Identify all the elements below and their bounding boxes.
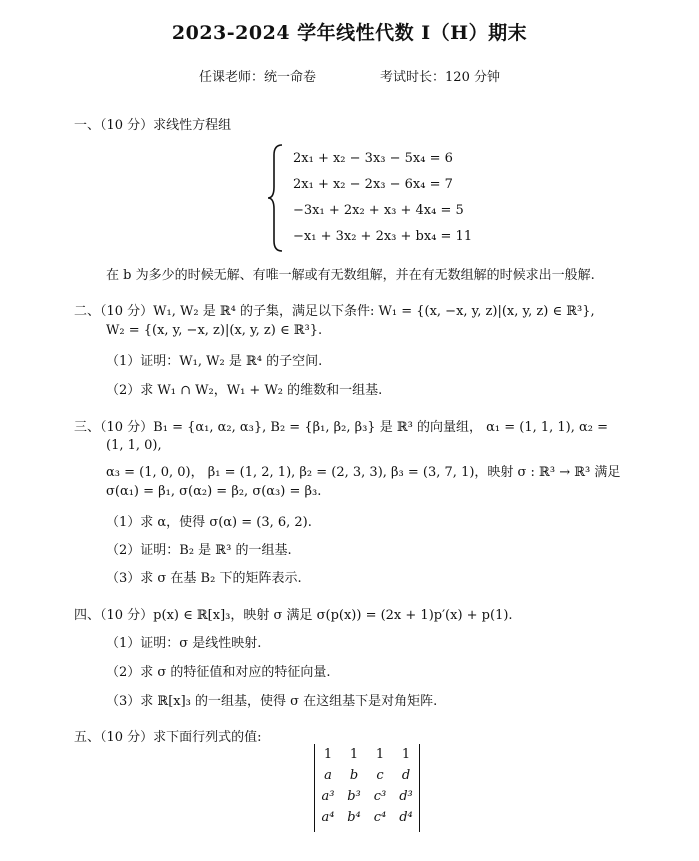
- det-cell: 1: [401, 747, 411, 762]
- q4-line-1: 四、（10 分）p(x) ∈ ℝ[x]₃，映射 σ 满足 σ(p(x)) = (2x + 1)p′(x) + p(1).: [74, 608, 513, 623]
- det-cell: d⁴: [399, 810, 413, 825]
- q5-label: 五、（10 分）求下面行列式的值:: [74, 730, 262, 745]
- q3-line-3: α₃ = (1, 0, 0)， β₁ = (1, 2, 1), β₂ = (2, 3, 3), β₃ = (3, 7, 1)，映射 σ : ℝ³ → ℝ³ 满足: [106, 465, 621, 480]
- q1-equation-3: −3x₁ + 2x₂ + x₃ + 4x₄ = 5: [293, 203, 464, 218]
- det-cell: a: [324, 768, 332, 783]
- det-cell: 1: [323, 747, 333, 762]
- det-cell: 1: [349, 747, 359, 762]
- det-cell: b⁴: [347, 810, 361, 825]
- q1-equation-1: 2x₁ + x₂ − 3x₃ − 5x₄ = 6: [293, 151, 453, 166]
- det-cell: 1: [375, 747, 385, 762]
- q1-equation-4: −x₁ + 3x₂ + 2x₃ + bx₄ = 11: [293, 229, 473, 244]
- det-cell: a³: [321, 789, 335, 804]
- q1-equation-system: [266, 143, 496, 253]
- det-cell: c: [376, 768, 384, 783]
- det-cell: b: [349, 768, 359, 783]
- left-brace-icon: [266, 143, 286, 253]
- det-cell: a⁴: [321, 810, 335, 825]
- q1-question: 在 b 为多少的时候无解、有唯一解或有无数组解，并在有无数组解的时候求出一般解.: [106, 268, 595, 283]
- q4-part-1: （1）证明：σ 是线性映射.: [106, 636, 262, 651]
- det-cell: d³: [399, 789, 413, 804]
- det-cell: b³: [347, 789, 361, 804]
- q3-part-2: （2）证明：B₂ 是 ℝ³ 的一组基.: [106, 543, 292, 558]
- q2-part-1: （1）证明：W₁, W₂ 是 ℝ⁴ 的子空间.: [106, 354, 323, 369]
- det-cell: c³: [373, 789, 387, 804]
- det-cell: d: [401, 768, 411, 783]
- q1-equation-2: 2x₁ + x₂ − 2x₃ − 6x₄ = 7: [293, 177, 453, 192]
- exam-title: 2023-2024 学年线性代数 I（H）期末: [171, 22, 528, 44]
- q2-line-2: W₂ = {(x, y, −x, z)|(x, y, z) ∈ ℝ³}.: [106, 323, 323, 338]
- exam-meta: [0, 66, 699, 85]
- det-cell: c⁴: [373, 810, 387, 825]
- q1-label: 一、（10 分）求线性方程组: [74, 118, 232, 133]
- q4-part-3: （3）求 ℝ[x]₃ 的一组基，使得 σ 在这组基下是对角矩阵.: [106, 694, 438, 709]
- q3-part-3: （3）求 σ 在基 B₂ 下的矩阵表示.: [106, 571, 302, 586]
- teacher-info: 任课老师：统一命卷: [199, 70, 317, 85]
- q3-part-1: （1）求 α，使得 σ(α) = (3, 6, 2).: [106, 515, 312, 530]
- q4-part-2: （2）求 σ 的特征值和对应的特征向量.: [106, 665, 331, 680]
- q3-line-1: 三、（10 分）B₁ = {α₁, α₂, α₃}, B₂ = {β₁, β₂, β₃} 是 ℝ³ 的向量组， α₁ = (1, 1, 1), α₂ =: [74, 420, 609, 435]
- q3-line-2: (1, 1, 0),: [106, 438, 162, 453]
- q3-line-4: σ(α₁) = β₁, σ(α₂) = β₂, σ(α₃) = β₃.: [106, 484, 322, 499]
- q2-part-2: （2）求 W₁ ∩ W₂，W₁ + W₂ 的维数和一组基.: [106, 383, 383, 398]
- duration-info: 考试时长：120 分钟: [380, 70, 500, 85]
- q2-line-1: 二、（10 分）W₁, W₂ 是 ℝ⁴ 的子集，满足以下条件: W₁ = {(x, −x, y, z)|(x, y, z) ∈ ℝ³},: [74, 304, 595, 319]
- q5-determinant: [314, 744, 420, 832]
